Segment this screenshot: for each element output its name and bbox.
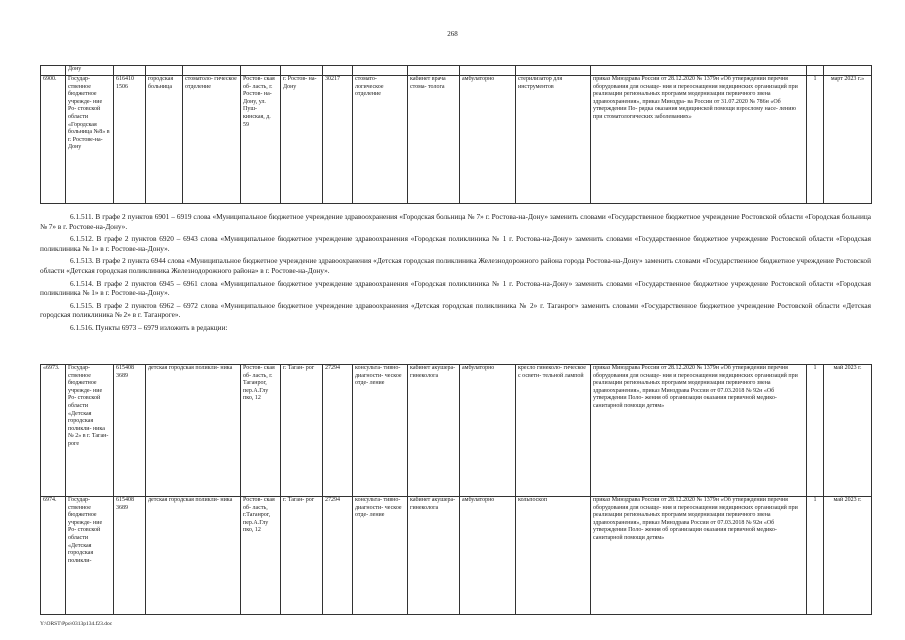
table-cell: кольпоскоп bbox=[516, 497, 591, 615]
table-cell: 1 bbox=[807, 365, 824, 497]
table-row bbox=[41, 365, 872, 497]
table-cell: 1 bbox=[807, 497, 824, 615]
paragraph: 6.1.513. В графе 2 пункта 6944 слова «Муниципальное бюджетное учреждение здравоохранения «Детская городская поликлиника Железнодорожного района города Ростова-на-Дону» заменить словами «Государственное бюджетное учреждение Ростовской области «Детская городская поликлиника Железнодорожного района» в г. Ростове-на-Дону». bbox=[40, 256, 871, 275]
table-cell: г. Таган- рог bbox=[281, 365, 323, 497]
table-row bbox=[41, 66, 872, 76]
table-cell: приказ Минздрава России от 28.12.2020 № 1379н «Об утверждении перечня оборудования для оснаще- ния и переоснащения медицинских организаций при реализации региональных программ модернизации первичного звена здравоохранения», приказ Минздра- ва России от 31.07.2020 № 786н «Об утверждении По- рядка оказания медицинской помощи взрослому насе- лению при стоматологических заболеваниях» bbox=[591, 76, 807, 204]
table-cell: март 2023 г.» bbox=[824, 76, 872, 204]
table-cell: детская городская поликли- ника bbox=[146, 365, 241, 497]
paragraph: 6.1.516. Пункты 6973 – 6979 изложить в редакции: bbox=[70, 322, 228, 332]
amendment-paragraphs bbox=[40, 212, 871, 336]
table-cell: Ростов- ская об- ласть, г.Таганрог, пер.А.Глу пко, 12 bbox=[241, 497, 281, 615]
table-cell: 6974. bbox=[41, 497, 66, 615]
table-cell: кабинет врача стома- толога bbox=[408, 76, 460, 204]
table-cell: Ростов- ская об- ласть, г. Ростов- на-Дону, ул. Пуш- кинская, д. 59 bbox=[241, 76, 281, 204]
table-cell: амбулаторно bbox=[460, 76, 516, 204]
table-cell: г. Ростов- на-Дону bbox=[281, 76, 323, 204]
table-cell: детская городская поликли- ника bbox=[146, 497, 241, 615]
table-cell: г. Таган- рог bbox=[281, 497, 323, 615]
table-cell: консульта- тивно- диагности- ческое отде- ление bbox=[353, 365, 408, 497]
table-cell: стерилизатор для инструментов bbox=[516, 76, 591, 204]
table-cell: стомато- логическое отделение bbox=[353, 76, 408, 204]
table-cell: 616410 1506 bbox=[114, 76, 146, 204]
table-cell: приказ Минздрава России от 28.12.2020 № 1379н «Об утверждении перечня оборудования для оснаще- ния и переоснащения медицинских организаций при реализации региональных программ модернизации первичного звена здравоохранения», приказ Минздрава России от 07.03.2018 № 92н «Об утверждении Поло- жения об организации оказания первичной медико- санитарной помощи детям» bbox=[591, 497, 807, 615]
table-cell: Государ- ственное бюджетное учрежде- ние Ро- стовской области «Городская больница №8» в г. Ростове-на- Дону bbox=[66, 76, 114, 204]
table-cell: амбулаторно bbox=[460, 497, 516, 615]
table-cell: Ростов- ская об- ласть, г. Таганрог, пер.А.Глу пко, 12 bbox=[241, 365, 281, 497]
table-cell: кабинет акушера- гинеколога bbox=[408, 365, 460, 497]
paragraph: 6.1.512. В графе 2 пунктов 6920 – 6943 слова «Муниципальное бюджетное учреждение здравоохранения «Городская поликлиника № 1 г. Ростова-на-Дону» заменить словами «Государственное бюджетное учреждение Ростовской области «Городская поликлиника № 1» в г. Ростове-на-Дону». bbox=[40, 234, 871, 253]
table-cell: Государ- ственное бюджетное учрежде- ние Ро- стовской области «Детская городская поликли- bbox=[66, 497, 114, 615]
table-cell: амбулаторно bbox=[460, 365, 516, 497]
table-cell: «6973. bbox=[41, 365, 66, 497]
table-cell: кресло гинеколо- гическое с осветн- тельной лампой bbox=[516, 365, 591, 497]
table-cell: Государ- ственное бюджетное учрежде- ние Ро- стовской области «Детская городская поликли- ника № 2» в г. Таган- роге bbox=[66, 365, 114, 497]
table-cell: кабинет акушера- гинеколога bbox=[408, 497, 460, 615]
table-row bbox=[41, 76, 872, 204]
table-cell: приказ Минздрава России от 28.12.2020 № 1379н «Об утверждении перечня оборудования для оснаще- ния и переоснащения медицинских организаций при реализации региональных программ модернизации первичного звена здравоохранения», приказ Минздрава России от 07.03.2018 № 92н «Об утверждении Поло- жения об организации оказания первичной медико- санитарной помощи детям» bbox=[591, 365, 807, 497]
equipment-table-bottom bbox=[40, 364, 872, 615]
equipment-table-top bbox=[40, 65, 872, 204]
footer-file-path: Y:\ORST\Ppo\0313p134.f23.doc bbox=[40, 621, 113, 627]
table-cell: городская больница bbox=[146, 76, 183, 204]
table-cell: 27294 bbox=[323, 365, 353, 497]
table-cell: 30217 bbox=[323, 76, 353, 204]
table-cell: май 2023 г. bbox=[824, 497, 872, 615]
page-number: 268 bbox=[447, 30, 458, 38]
table-cell: 1 bbox=[807, 76, 824, 204]
table-cell: 615408 3689 bbox=[114, 497, 146, 615]
table-cell: 615408 3689 bbox=[114, 365, 146, 497]
table-row bbox=[41, 497, 872, 615]
paragraph: 6.1.515. В графе 2 пунктов 6962 – 6972 слова «Муниципальное бюджетное учреждение здравоохранения «Детская городская поликлиника № 2» г. Таганрог» заменить словами «Государственное бюджетное учреждение Ростовской области «Детская городская поликлиника № 2» в г. Таганроге». bbox=[40, 300, 871, 320]
paragraph: 6.1.511. В графе 2 пунктов 6901 – 6919 слова «Муниципальное бюджетное учреждение здравоохранения «Городская больница № 7» г. Ростова-на-Дону» заменить словами «Государственное бюджетное учреждение Ростовской области «Городская больница № 7» в г. Ростове-на-Дону». bbox=[40, 212, 871, 231]
paragraph: 6.1.514. В графе 2 пунктов 6945 – 6961 слова «Муниципальное бюджетное учреждение здравоохранения «Городская поликлиника № 1 г. Ростова-на-Дону» заменить словами «Государственное бюджетное учреждение Ростовской области «Городская поликлиника № 1» в г. Ростове-на-Дону». bbox=[40, 278, 871, 298]
table-cell: май 2023 г. bbox=[824, 365, 872, 497]
table-cell: Дону bbox=[66, 66, 114, 76]
table-cell: стоматоло- гическое отделение bbox=[183, 76, 241, 204]
table-cell: 27294 bbox=[323, 497, 353, 615]
table-cell: консульта- тивно- диагности- ческое отде- ление bbox=[353, 497, 408, 615]
table-cell: 6900. bbox=[41, 76, 66, 204]
